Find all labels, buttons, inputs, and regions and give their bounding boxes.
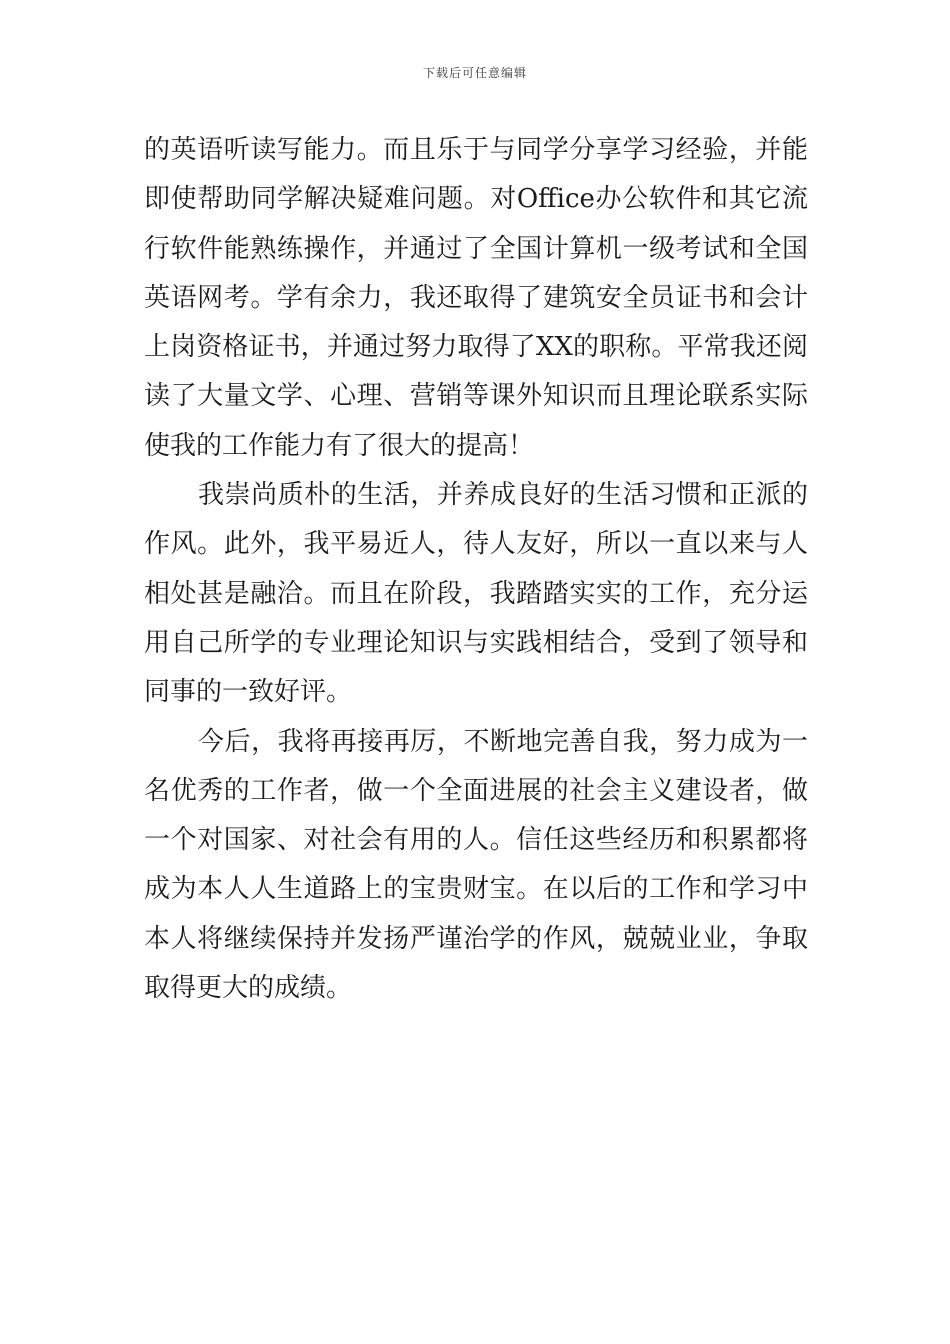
paragraph-lifestyle: 我崇尚质朴的生活，并养成良好的生活习惯和正派的作风。此外，我平易近人，待人友好，所以一直以来与人相处甚是融洽。而且在阶段，我踏踏实实的工作，充分运用自己所学的专业理论知识与实践相结合，受到了领导和同事的一致好评。	[144, 480, 808, 708]
document-body	[144, 126, 808, 1013]
paragraph-continuation: 的英语听读写能力。而且乐于与同学分享学习经验，并能即使帮助同学解决疑难问题。对Office办公软件和其它流行软件能熟练操作，并通过了全国计算机一级考试和全国英语网考。学有余力，我还取得了建筑安全员证书和会计上岗资格证书，并通过努力取得了XX的职称。平常我还阅读了大量文学、心理、营销等课外知识而且理论联系实际使我的工作能力有了很大的提高！	[144, 135, 808, 461]
paragraph-future: 今后，我将再接再厉，不断地完善自我，努力成为一名优秀的工作者，做一个全面进展的社会主义建设者，做一个对国家、对社会有用的人。信任这些经历和积累都将成为本人人生道路上的宝贵财宝。在以后的工作和学习中本人将继续保持并发扬严谨治学的作风，兢兢业业，争取取得更大的成绩。	[144, 726, 808, 1004]
page-header-note: 下载后可任意编辑	[422, 66, 527, 80]
